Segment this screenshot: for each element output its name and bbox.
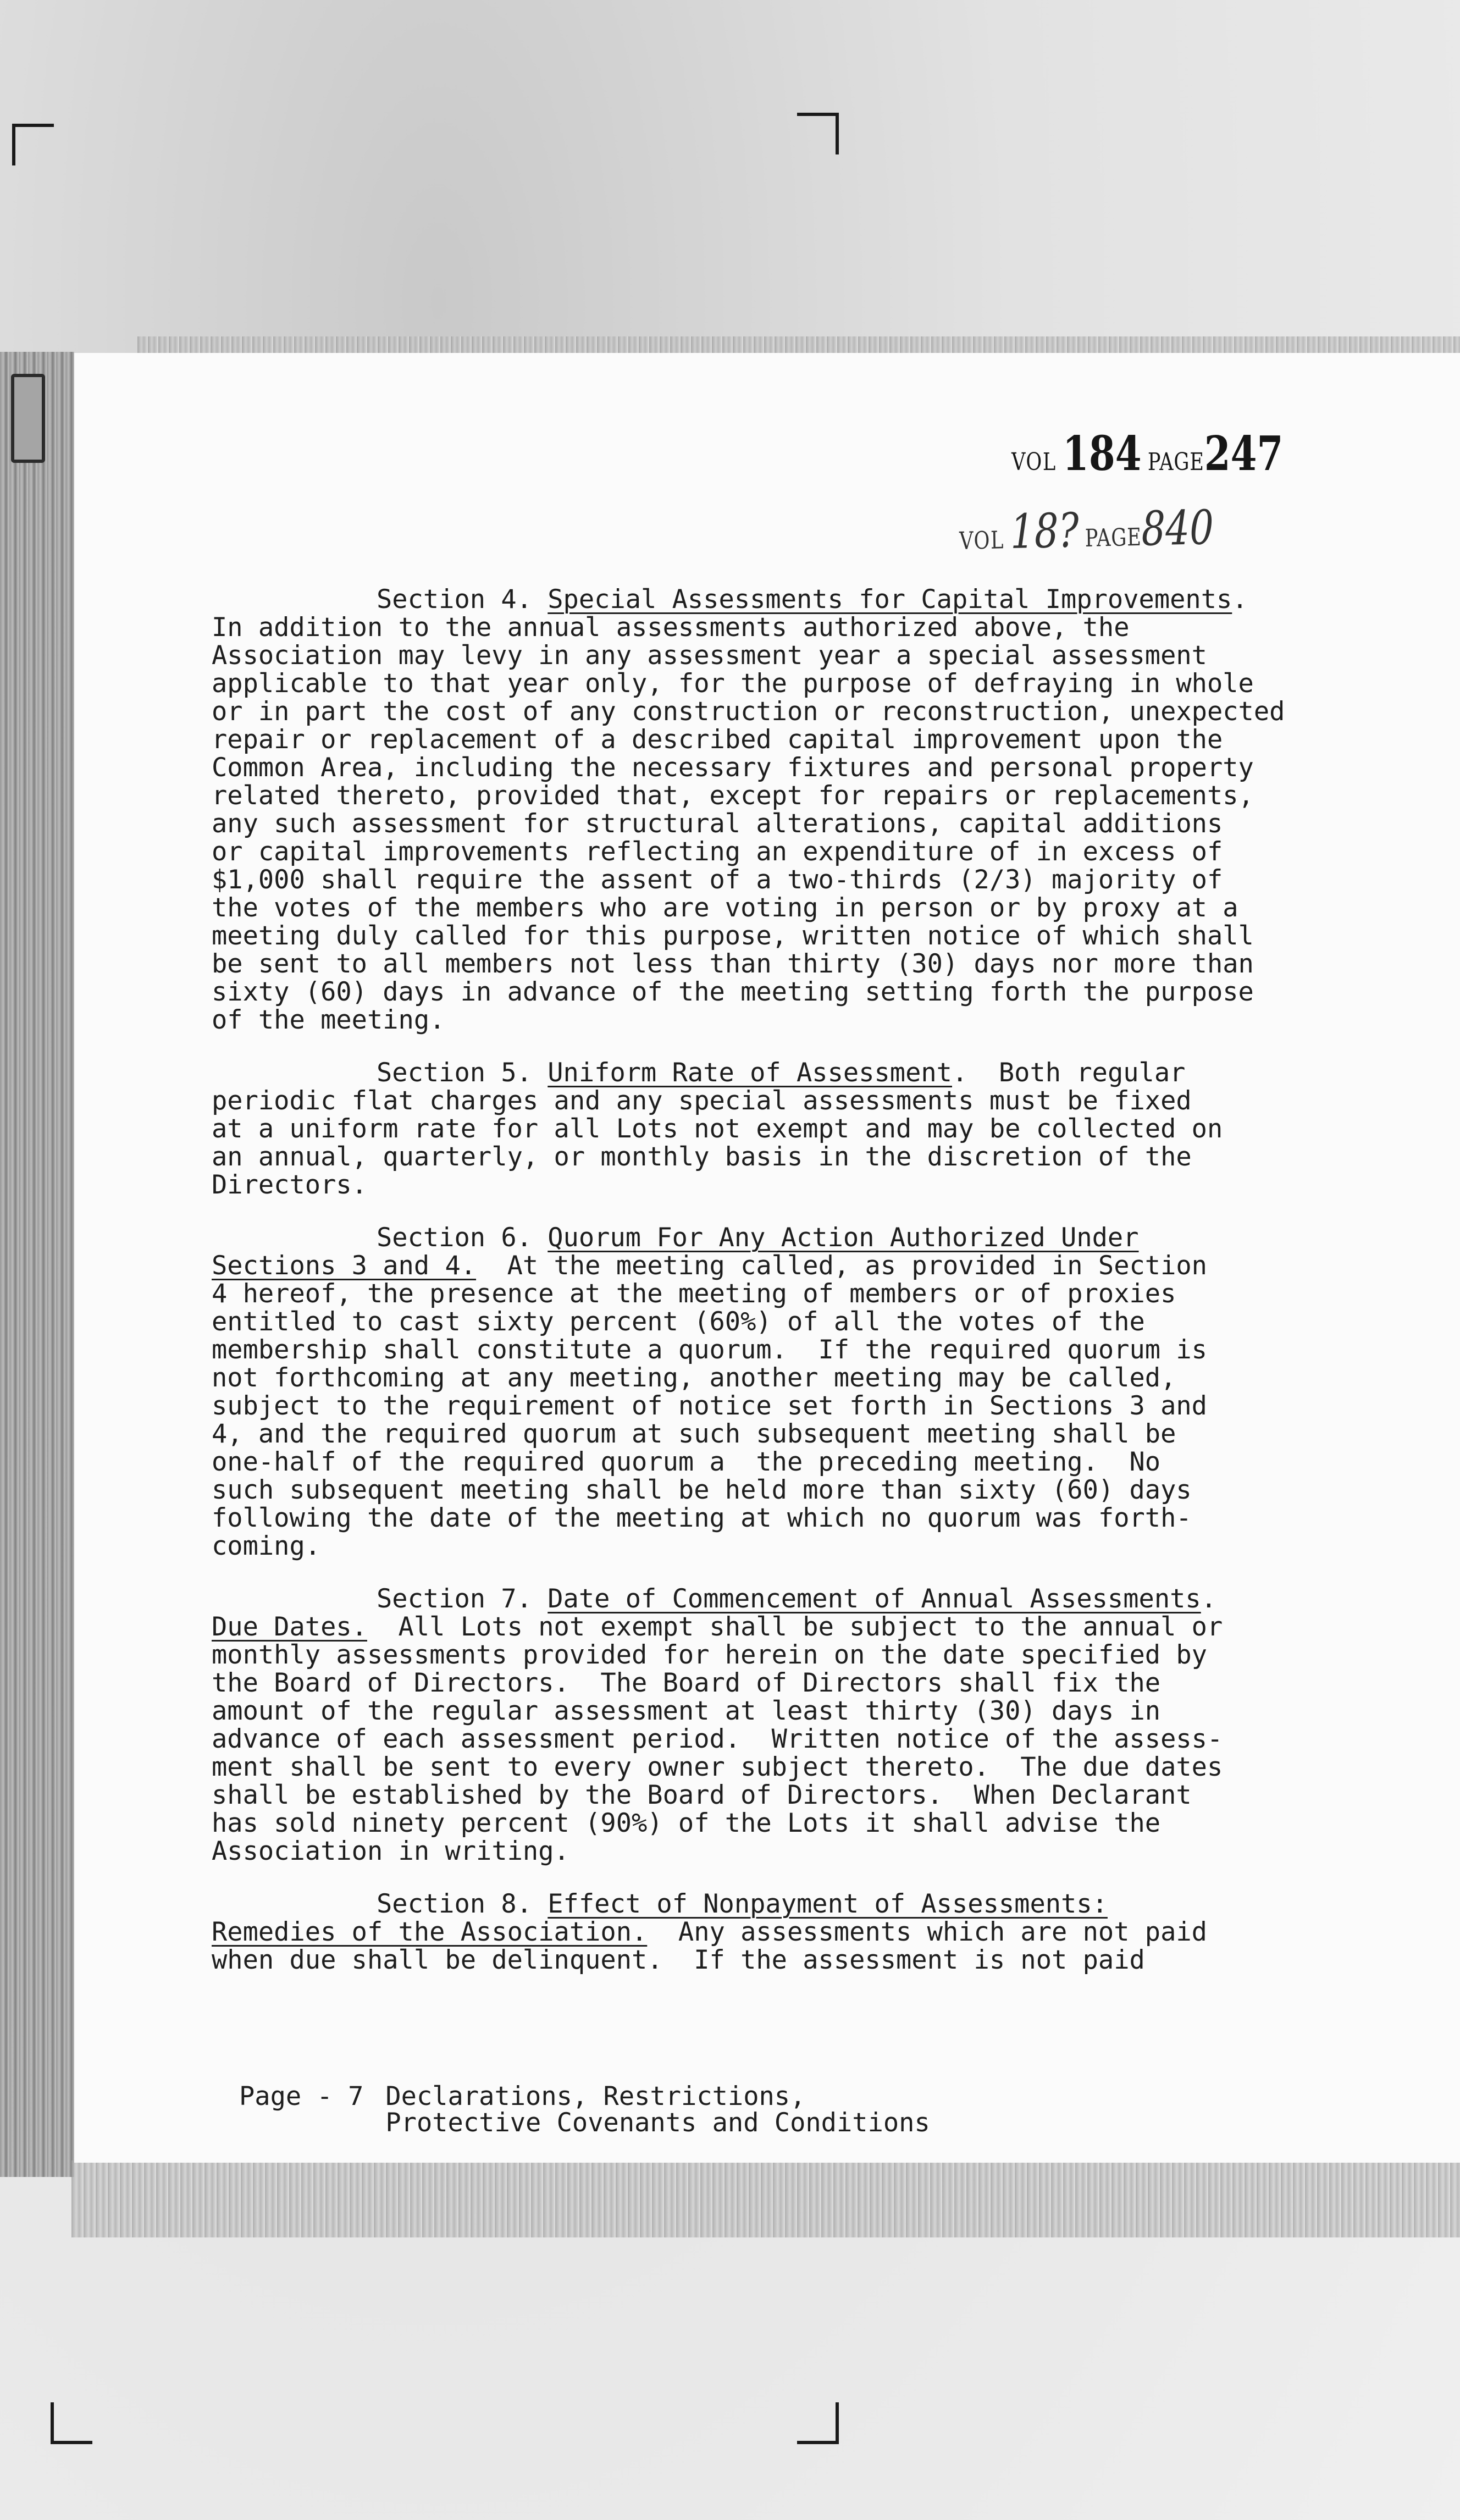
- section-text-line: ment shall be sent to every owner subject thereto. The due dates: [212, 1752, 1223, 1782]
- section-text-line: Remedies of the Association. Any assessments which are not paid: [212, 1917, 1207, 1947]
- section-text-line: repair or replacement of a described capital improvement upon the: [212, 725, 1223, 755]
- section-text-line: Directors.: [212, 1170, 367, 1200]
- section-label: Section 6.: [377, 1223, 532, 1253]
- document-body: [212, 585, 1371, 1999]
- section-text-line: related thereto, provided that, except for repairs or replacements,: [212, 781, 1254, 811]
- section-text-line: or in part the cost of any construction or reconstruction, unexpected: [212, 697, 1285, 727]
- section-text-line: Sections 3 and 4. At the meeting called, as provided in Section: [212, 1251, 1207, 1281]
- section-text-line: or capital improvements reflecting an expenditure of in excess of: [212, 837, 1223, 867]
- binder-clip-icon: [11, 374, 45, 463]
- section-text-line: 4, and the required quorum at such subsequent meeting shall be: [212, 1419, 1176, 1449]
- footer-page-number: Page - 7: [239, 2081, 364, 2112]
- section-text-line: such subsequent meeting shall be held more than sixty (60) days: [212, 1475, 1192, 1505]
- section-text-line: be sent to all members not less than thirty (30) days nor more than: [212, 949, 1254, 979]
- section-text-line: shall be established by the Board of Directors. When Declarant: [212, 1780, 1192, 1810]
- section-heading-line: [212, 1890, 1371, 1918]
- section-text-line: at a uniform rate for all Lots not exempt and may be collected on: [212, 1114, 1223, 1144]
- section-7: [212, 1585, 1371, 1865]
- section-8: [212, 1890, 1371, 1974]
- vol-label: VOL: [959, 526, 1005, 555]
- section-heading: Effect of Nonpayment of Assessments:: [548, 1889, 1108, 1919]
- scan-edge-left: [0, 352, 74, 2177]
- previous-volume-page-stamp: [959, 500, 1214, 561]
- section-heading-line: [212, 1059, 1371, 1087]
- section-text-line: the votes of the members who are voting in person or by proxy at a: [212, 893, 1238, 923]
- section-text-line: entitled to cast sixty percent (60%) of all the votes of the: [212, 1307, 1145, 1337]
- section-text-line: applicable to that year only, for the purpose of defraying in whole: [212, 668, 1254, 699]
- section-label: Section 5.: [377, 1058, 532, 1088]
- vol-label: VOL: [1011, 448, 1057, 476]
- section-heading: Special Assessments for Capital Improvements: [548, 584, 1232, 615]
- section-text-line: In addition to the annual assessments authorized above, the: [212, 612, 1130, 643]
- section-text-line: periodic flat charges and any special assessments must be fixed: [212, 1086, 1192, 1116]
- page-number: 247: [1204, 426, 1284, 482]
- section-4: [212, 585, 1371, 1034]
- footer-title: [385, 2081, 930, 2138]
- crop-mark-top-left: [12, 124, 54, 165]
- section-heading-line: [212, 585, 1371, 614]
- section-heading: Quorum For Any Action Authorized Under: [548, 1223, 1139, 1253]
- vol-number: 18?: [1010, 503, 1080, 560]
- section-text-line: amount of the regular assessment at least thirty (30) days in: [212, 1696, 1161, 1726]
- section-text-line: membership shall constitute a quorum. If the required quorum is: [212, 1335, 1207, 1365]
- page-label: PAGE: [1147, 448, 1204, 476]
- section-text-line: one-half of the required quorum a the preceding meeting. No: [212, 1447, 1161, 1477]
- scan-edge-bottom: [71, 2160, 1460, 2237]
- section-text-line: monthly assessments provided for herein on the date specified by: [212, 1640, 1207, 1670]
- section-label: Section 7.: [377, 1584, 532, 1614]
- section-label: Section 4.: [377, 584, 532, 615]
- section-6: [212, 1224, 1371, 1560]
- crop-mark-bottom-left: [51, 2402, 92, 2444]
- heading-suffix: .: [1201, 1584, 1217, 1614]
- section-heading-line: [212, 1224, 1371, 1252]
- section-text-line: Association in writing.: [212, 1836, 569, 1866]
- section-text-line: an annual, quarterly, or monthly basis in the discretion of the: [212, 1142, 1192, 1172]
- heading-trailing-text: Both regular: [967, 1058, 1186, 1088]
- page-label: PAGE: [1085, 523, 1142, 553]
- section-text-line: has sold ninety percent (90%) of the Lots it shall advise the: [212, 1808, 1161, 1838]
- section-text-line: meeting duly called for this purpose, written notice of which shall: [212, 921, 1254, 951]
- section-text-line: subject to the requirement of notice set forth in Sections 3 and: [212, 1391, 1207, 1421]
- section-text-line: advance of each assessment period. Written notice of the assess-: [212, 1724, 1223, 1754]
- volume-page-stamp: [1011, 426, 1283, 482]
- section-5: [212, 1059, 1371, 1199]
- page-number: 840: [1141, 500, 1214, 557]
- section-text-line: following the date of the meeting at which no quorum was forth-: [212, 1503, 1192, 1533]
- footer-title-line: Protective Covenants and Conditions: [385, 2108, 930, 2138]
- crop-mark-bottom-right: [797, 2402, 839, 2444]
- section-text-line: Common Area, including the necessary fixtures and personal property: [212, 753, 1254, 783]
- section-text-line: any such assessment for structural alterations, capital additions: [212, 809, 1223, 839]
- section-text-line: $1,000 shall require the assent of a two-thirds (2/3) majority of: [212, 865, 1223, 895]
- section-heading: Date of Commencement of Annual Assessments: [548, 1584, 1201, 1614]
- section-text-line: Due Dates. All Lots not exempt shall be subject to the annual or: [212, 1612, 1223, 1642]
- section-text-line: the Board of Directors. The Board of Directors shall fix the: [212, 1668, 1161, 1698]
- heading-suffix: .: [952, 1058, 968, 1088]
- section-text-line: when due shall be delinquent. If the assessment is not paid: [212, 1945, 1145, 1975]
- scan-edge-top: [137, 336, 1460, 353]
- section-text-line: of the meeting.: [212, 1005, 445, 1035]
- page-footer: [239, 2081, 930, 2138]
- crop-mark-top-right: [797, 113, 839, 154]
- section-text-line: coming.: [212, 1531, 321, 1561]
- heading-suffix: .: [1232, 584, 1248, 615]
- section-text-line: not forthcoming at any meeting, another meeting may be called,: [212, 1363, 1176, 1393]
- section-label: Section 8.: [377, 1889, 532, 1919]
- footer-title-line: Declarations, Restrictions,: [385, 2081, 806, 2112]
- section-text-line: 4 hereof, the presence at the meeting of members or of proxies: [212, 1279, 1176, 1309]
- section-text-line: sixty (60) days in advance of the meeting setting forth the purpose: [212, 977, 1254, 1007]
- section-heading: Uniform Rate of Assessment: [548, 1058, 952, 1088]
- section-heading-line: [212, 1585, 1371, 1613]
- section-text-line: Association may levy in any assessment year a special assessment: [212, 640, 1207, 671]
- vol-number: 184: [1063, 426, 1142, 482]
